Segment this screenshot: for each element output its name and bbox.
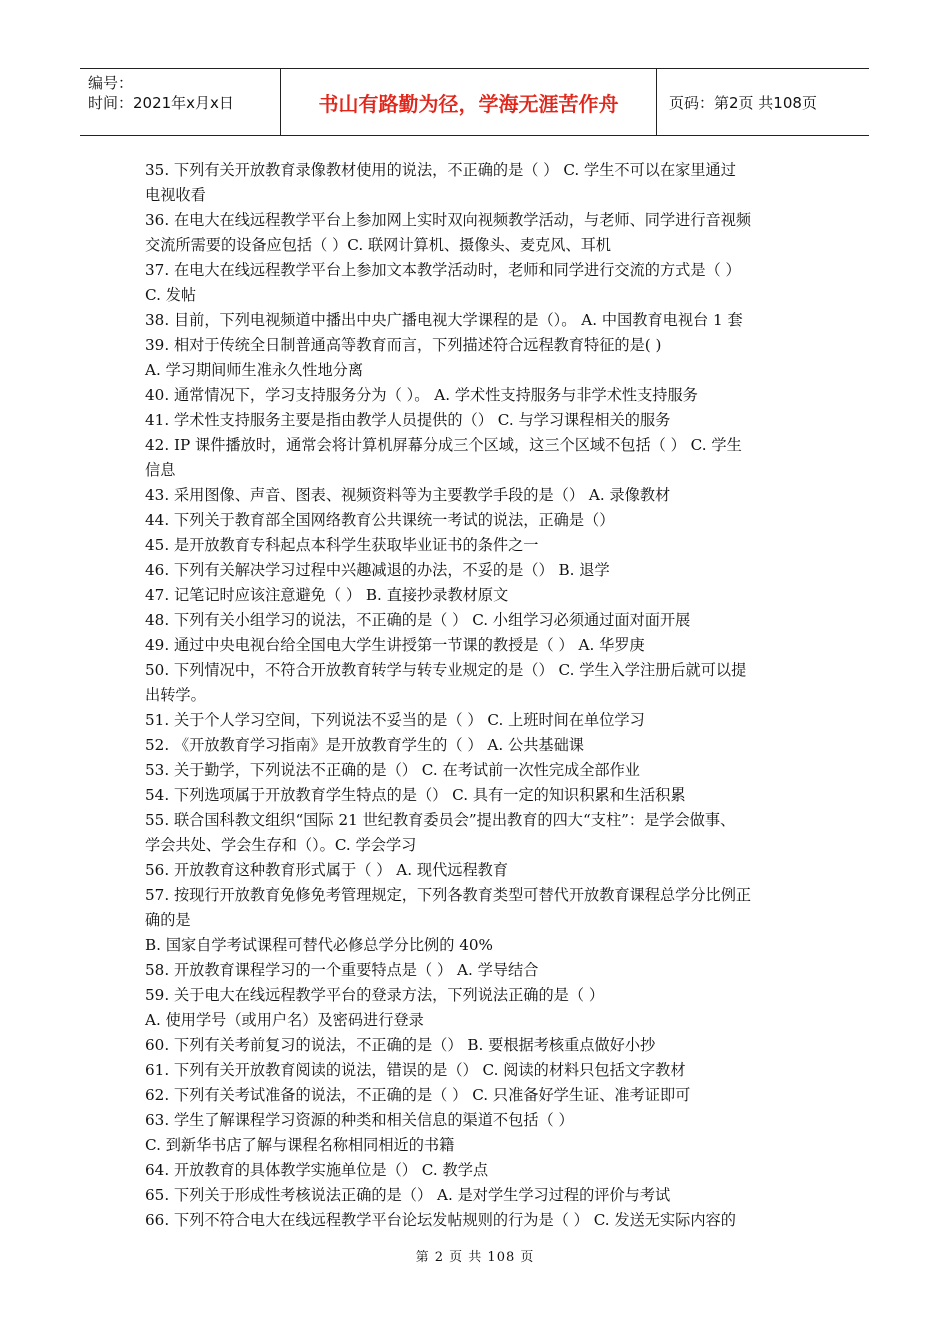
text-line: 36. 在电大在线远程教学平台上参加网上实时双向视频教学活动，与老师、同学进行音视频	[145, 211, 752, 229]
text-line: 63. 学生了解课程学习资源的种类和相关信息的渠道不包括（ ）	[145, 1111, 574, 1129]
text-line: 信息	[145, 461, 176, 479]
text-line: C. 发帖	[145, 286, 197, 304]
header-page-number: 页码：第2页 共108页	[669, 93, 817, 112]
text-line: 48. 下列有关小组学习的说法，不正确的是（ ） C. 小组学习必须通过面对面开展	[145, 611, 691, 629]
text-line: 55. 联合国科教文组织“国际 21 世纪教育委员会”提出教育的四大“支柱”：是学会做事、	[145, 811, 736, 829]
text-line: 41. 学术性支持服务主要是指由教学人员提供的（） C. 与学习课程相关的服务	[145, 411, 671, 429]
text-line: 46. 下列有关解决学习过程中兴趣减退的办法，不妥的是（） B. 退学	[145, 561, 610, 579]
text-line: 39. 相对于传统全日制普通高等教育而言，下列描述符合远程教育特征的是( )	[145, 336, 662, 354]
text-line: 38. 目前，下列电视频道中播出中央广播电视大学课程的是（）。 A. 中国教育电视台 1 套	[145, 311, 743, 329]
text-line: C. 到新华书店了解与课程名称相同相近的书籍	[145, 1136, 455, 1154]
text-line: A. 使用学号（或用户名）及密码进行登录	[145, 1011, 424, 1029]
text-line: 61. 下列有关开放教育阅读的说法，错误的是（） C. 阅读的材料只包括文字教材	[145, 1061, 686, 1079]
text-line: 45. 是开放教育专科起点本科学生获取毕业证书的条件之一	[145, 536, 539, 554]
document-date-label: 时间：2021年x月x日	[88, 94, 234, 112]
text-line: 60. 下列有关考前复习的说法，不正确的是（） B. 要根据考核重点做好小抄	[145, 1036, 656, 1054]
text-line: 52. 《开放教育学习指南》是开放教育学生的（ ） A. 公共基础课	[145, 736, 584, 754]
text-line: 43. 采用图像、声音、图表、视频资料等为主要教学手段的是（） A. 录像教材	[145, 486, 671, 504]
text-line: 确的是	[145, 911, 191, 929]
header-meta	[80, 69, 281, 135]
document-number-label: 编号：	[88, 74, 134, 92]
page-header	[80, 68, 869, 136]
text-line: 54. 下列选项属于开放教育学生特点的是（） C. 具有一定的知识积累和生活积累	[145, 786, 686, 804]
text-line: 66. 下列不符合电大在线远程教学平台论坛发帖规则的行为是（ ） C. 发送无实际内容的	[145, 1211, 736, 1229]
text-line: B. 国家自学考试课程可替代必修总学分比例的 40%	[145, 936, 493, 954]
text-line: 出转学。	[145, 686, 206, 704]
text-line: 49. 通过中央电视台给全国电大学生讲授第一节课的教授是（ ） A. 华罗庚	[145, 636, 645, 654]
text-line: 电视收看	[145, 186, 206, 204]
text-line: 64. 开放教育的具体教学实施单位是（） C. 教学点	[145, 1161, 489, 1179]
text-line: 51. 关于个人学习空间，下列说法不妥当的是（ ） C. 上班时间在单位学习	[145, 711, 645, 729]
text-line: 44. 下列关于教育部全国网络教育公共课统一考试的说法，正确是（）	[145, 511, 615, 529]
text-line: 57. 按现行开放教育免修免考管理规定，下列各教育类型可替代开放教育课程总学分比例正	[145, 886, 752, 904]
text-line: A. 学习期间师生准永久性地分离	[145, 361, 364, 379]
header-motto: 书山有路勤为径，学海无涯苦作舟	[281, 69, 657, 135]
text-line: 56. 开放教育这种教育形式属于（ ） A. 现代远程教育	[145, 861, 509, 879]
text-line: 62. 下列有关考试准备的说法，不正确的是（ ） C. 只准备好学生证、准考证即可	[145, 1086, 691, 1104]
text-line: 59. 关于电大在线远程教学平台的登录方法，下列说法正确的是（ ）	[145, 986, 605, 1004]
text-line: 40. 通常情况下，学习支持服务分为（ ）。 A. 学术性支持服务与非学术性支持服务	[145, 386, 698, 404]
text-line: 58. 开放教育课程学习的一个重要特点是（ ） A. 学导结合	[145, 961, 539, 979]
text-line: 53. 关于勤学，下列说法不正确的是（） C. 在考试前一次性完成全部作业	[145, 761, 640, 779]
document-body	[145, 158, 825, 1233]
text-line: 35. 下列有关开放教育录像教材使用的说法，不正确的是（ ） C. 学生不可以在家里通过	[145, 161, 736, 179]
text-line: 学会共处、学会生存和（）。C. 学会学习	[145, 836, 417, 854]
text-line: 50. 下列情况中，不符合开放教育转学与转专业规定的是（） C. 学生入学注册后就可以提	[145, 661, 747, 679]
text-line: 47. 记笔记时应该注意避免（ ） B. 直接抄录教材原文	[145, 586, 509, 604]
text-line: 65. 下列关于形成性考核说法正确的是（） A. 是对学生学习过程的评价与考试	[145, 1186, 671, 1204]
text-line: 37. 在电大在线远程教学平台上参加文本教学活动时，老师和同学进行交流的方式是（ ）	[145, 261, 741, 279]
text-line: 42. IP 课件播放时，通常会将计算机屏幕分成三个区域，这三个区域不包括（ ） C. 学生	[145, 436, 742, 454]
text-line: 交流所需要的设备应包括（ ）C. 联网计算机、摄像头、麦克风、耳机	[145, 236, 611, 254]
page-footer: 第 2 页 共 108 页	[415, 1250, 535, 1265]
